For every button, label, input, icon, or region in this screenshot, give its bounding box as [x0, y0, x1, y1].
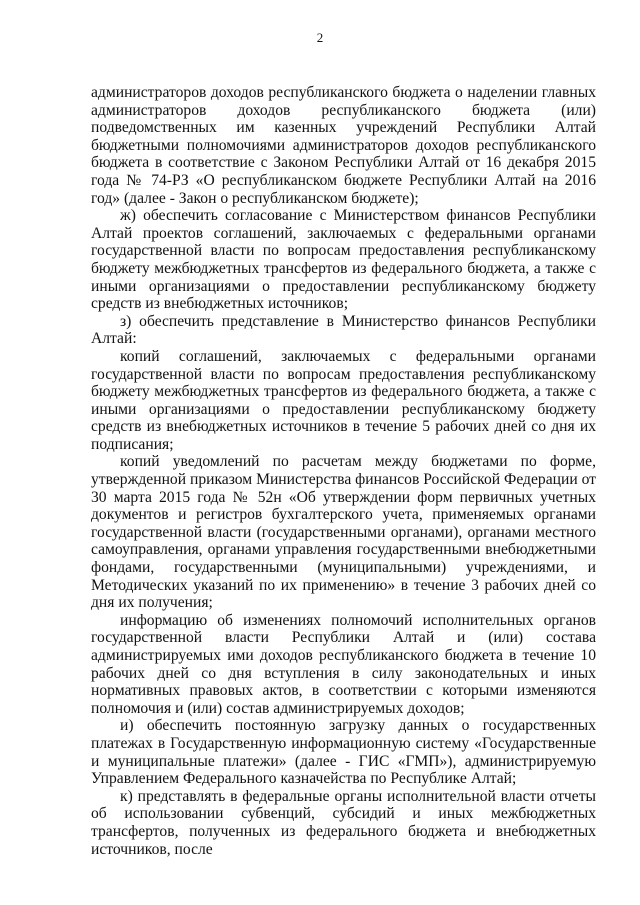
paragraph-2: ж) обеспечить согласование с Министерством финансов Республики Алтай проектов соглашений, заключаемых с федеральными органами государственной власти по вопросам предоставления республиканскому бюджету межбюджетных трансфертов из федерального бюджета, а также с иными организациями о предоставлении республиканскому бюджету средств из внебюджетных источников;	[91, 207, 596, 313]
paragraph-4: копий соглашений, заключаемых с федеральными органами государственной власти по вопросам предоставления республиканскому бюджету межбюджетных трансфертов из федерального бюджета, а также с иными организациями о предоставлении республиканскому бюджету средств из внебюджетных источников в течение 5 рабочих дней со дня их подписания;	[91, 347, 596, 453]
paragraph-3: з) обеспечить представление в Министерство финансов Республики Алтай:	[91, 312, 596, 348]
paragraph-7: и) обеспечить постоянную загрузку данных о государственных платежах в Государственную информационную систему «Государственные и муниципальные платежи» (далее - ГИС «ГМП»), администрируемую Управлением Федерального казначейства по Республике Алтай;	[91, 717, 596, 788]
paragraph-5: копий уведомлений по расчетам между бюджетами по форме, утвержденной приказом Министерства финансов Российской Федерации от 30 марта 2015 года № 52н «Об утверждении форм первичных учетных документов и регистров бухгалтерского учета, применяемых органами государственной власти (государственными органами), органами местного самоуправления, органами управления государственными внебюджетными фондами, государственными (муниципальными) учреждениями, и Методических указаний по их применению» в течение 3 рабочих дней со дня их получения;	[91, 453, 596, 612]
paragraph-8: к) представлять в федеральные органы исполнительной власти отчеты об использовании субвенций, субсидий и иных межбюджетных трансфертов, полученных из федерального бюджета и внебюджетных источников, после	[91, 787, 596, 858]
document-body	[91, 84, 596, 858]
page-number: 2	[316, 30, 324, 45]
paragraph-1: администраторов доходов республиканского бюджета о наделении главных администраторов доходов республиканского бюджета (или) подведомственных им казенных учреждений Республики Алтай бюджетными полномочиями администраторов доходов республиканского бюджета в соответствие с Законом Республики Алтай от 16 декабря 2015 года № 74-РЗ «О республиканском бюджете Республики Алтай на 2016 год» (далее - Закон о республиканском бюджете);	[91, 84, 596, 207]
paragraph-6: информацию об изменениях полномочий исполнительных органов государственной власти Республики Алтай и (или) состава администрируемых ими доходов республиканского бюджета в течение 10 рабочих дней со дня вступления в силу законодательных и иных нормативных правовых актов, в соответствии с которыми изменяются полномочия и (или) состав администрируемых доходов;	[91, 611, 596, 717]
